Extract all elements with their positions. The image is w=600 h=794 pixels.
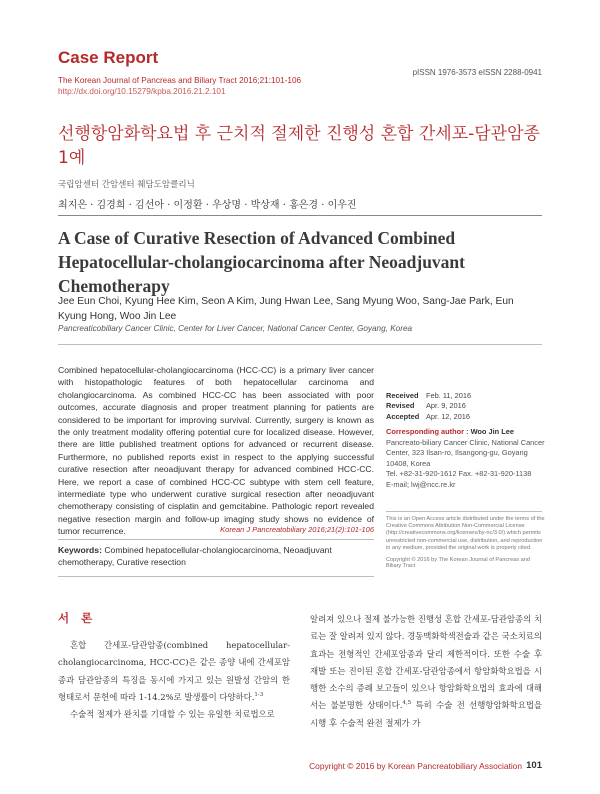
english-title: A Case of Curative Resection of Advanced Combined Hepatocellular-cholangiocarcinoma after Neoadjuvant Chemotherapy: [58, 228, 465, 296]
abstract: Combined hepatocellular-cholangiocarcinoma (HCC-CC) is a primary liver cancer with histopathologic features of both hepatocellular carcinoma and cholangiocarcinoma. As combined HCC-CC has been associated with poor outcomes, accurate diagnosis and proper treatment planning for patients are considered to be important for improving survival. Currently, surgery is known as the only treatment modality offering potential cure for localized disease. However, there are little published treatment options for advanced or recurrent disease. Furthermore, no published reports exist in respect to the applying successful curative resection after neoadjuvant therapy for advanced combined HCC-CC. Here, we report a case of combined HCC-CC subtype with stem cell feature, intermediate type who underwent curative surgical resection after neoadjuvant chemotherapy consisting of cisplatin and gemcitabine. Pathologic report revealed negative resection margin and follow-up imaging study shows no evidence of tumor recurrence.: [58, 365, 374, 537]
english-affiliation: Pancreaticobiliary Cancer Clinic, Center for Liver Cancer, National Cancer Center, Goyang, Korea: [58, 324, 413, 333]
article-dates: [386, 391, 471, 422]
divider: [58, 539, 374, 540]
reference-marker: 4,5: [402, 700, 412, 707]
section-heading: 서 론: [58, 611, 97, 625]
korean-authors: 최지은 · 김경희 · 김선아 · 이정환 · 우상명 · 박상재 · 홍은경 · 이우진: [58, 200, 357, 211]
journal-copyright: Copyright © 2016 by The Korean Journal of Pancreas and Biliary Tract: [386, 557, 530, 569]
paragraph: [310, 611, 542, 732]
keywords-label: Keywords:: [58, 545, 102, 555]
paragraph: [58, 637, 290, 706]
paragraph-text: 특히 수술 전 선행항암화학요법을 시행 후 수술적 완전 절제가 가: [310, 700, 542, 728]
corresponding-email[interactable]: E-mail; lwj@ncc.re.kr: [386, 479, 456, 489]
abstract-citation: Korean J Pancreatobiliary 2016;21(2):101-106: [220, 525, 374, 534]
body-column-left: [58, 637, 290, 723]
divider: [386, 511, 542, 512]
corresponding-name: Woo Jin Lee: [470, 427, 514, 436]
issn-info: pISSN 1976-3573 eISSN 2288-0941: [412, 68, 542, 77]
footer-copyright: Copyright © 2016 by Korean Pancreatobiliary Association: [309, 761, 522, 771]
keywords-list: Combined hepatocellular-cholangiocarcinoma, Neoadjuvant chemotherapy, Curative resection: [58, 545, 332, 568]
divider: [58, 344, 542, 345]
korean-title: 선행항암화학요법 후 근치적 절제한 진행성 혼합 간세포-담관암종 1예: [58, 124, 540, 168]
corresponding-heading: Corresponding author :: [386, 427, 471, 436]
divider: [58, 576, 374, 577]
journal-citation: The Korean Journal of Pancreas and Biliary Tract 2016;21:101-106: [58, 76, 302, 85]
date-value: Apr. 12, 2016: [426, 411, 470, 421]
date-label: Received: [386, 391, 419, 400]
keywords-block: [58, 544, 374, 569]
paragraph-text: 혼합 간세포-담관암종(combined hepatocellular-cholangiocarcinoma, HCC-CC)은 같은 종양 내에 간세포암종과 담관암종의 특징을 동시에 가지고 있는 원발성 간암의 한 형태로서 문헌에 따라 1-14.2%로 발생률이 다양하다.: [58, 640, 290, 702]
page-number: 101: [526, 760, 542, 771]
date-value: Apr. 9, 2016: [426, 401, 466, 411]
date-label: Accepted: [386, 411, 420, 421]
korean-affiliation: 국립암센터 간암센터 췌담도암클리닉: [58, 180, 195, 190]
divider: [58, 215, 542, 216]
doi-link[interactable]: http://dx.doi.org/10.15279/kpba.2016.21.2.101: [58, 87, 226, 96]
case-report-label: Case Report: [58, 48, 159, 67]
date-value: Feb. 11, 2016: [426, 391, 472, 400]
license-notice: This is an Open Access article distributed under the terms of the Creative Commons Attribution Non-Commercial License (http://creativecommons.org/licenses/by-nc/3.0/) which permits unrestricted non-commercial use, distribution, and reproduction in any medium, provided the original work is properly cited.: [386, 516, 545, 551]
date-row-received: [386, 391, 471, 401]
corresponding-address: Pancreato-biliary Cancer Clinic, National Cancer Center, 323 Ilsan-ro, Ilsangong-gu, Goyang 10408, Korea: [386, 437, 545, 468]
corresponding-contact: Tel. +82-31-920-1612 Fax. +82-31-920-1138: [386, 469, 532, 479]
corresponding-author: [386, 427, 546, 491]
date-row-accepted: [386, 412, 471, 422]
paragraph: 수술적 절제가 완치를 기대할 수 있는 유일한 치료법으로: [70, 709, 275, 720]
date-label: Revised: [386, 401, 415, 411]
date-row-revised: [386, 401, 471, 411]
reference-marker: 1-3: [254, 692, 264, 699]
english-authors: Jee Eun Choi, Kyung Hee Kim, Seon A Kim, Jung Hwan Lee, Sang Myung Woo, Sang-Jae Park, Eun Kyung Hong, Woo Jin Lee: [58, 296, 514, 322]
paragraph-text: 알려져 있으나 절제 불가능한 진행성 혼합 간세포-담관암종의 치료는 잘 알려져 있지 않다. 경동맥화학색전술과 같은 국소치료의 효과는 전형적인 간세포암종과 달리 제한적이다. 또한 수술 후 재발 또는 진이된 혼합 간세포-담관암종에서 항암화학요법을 시행한 소수의 증례 보고들이 있으나 항암화학요법의 효과에 대해서는 불분명한 상태이다.: [310, 614, 542, 711]
body-column-right: [310, 611, 542, 732]
